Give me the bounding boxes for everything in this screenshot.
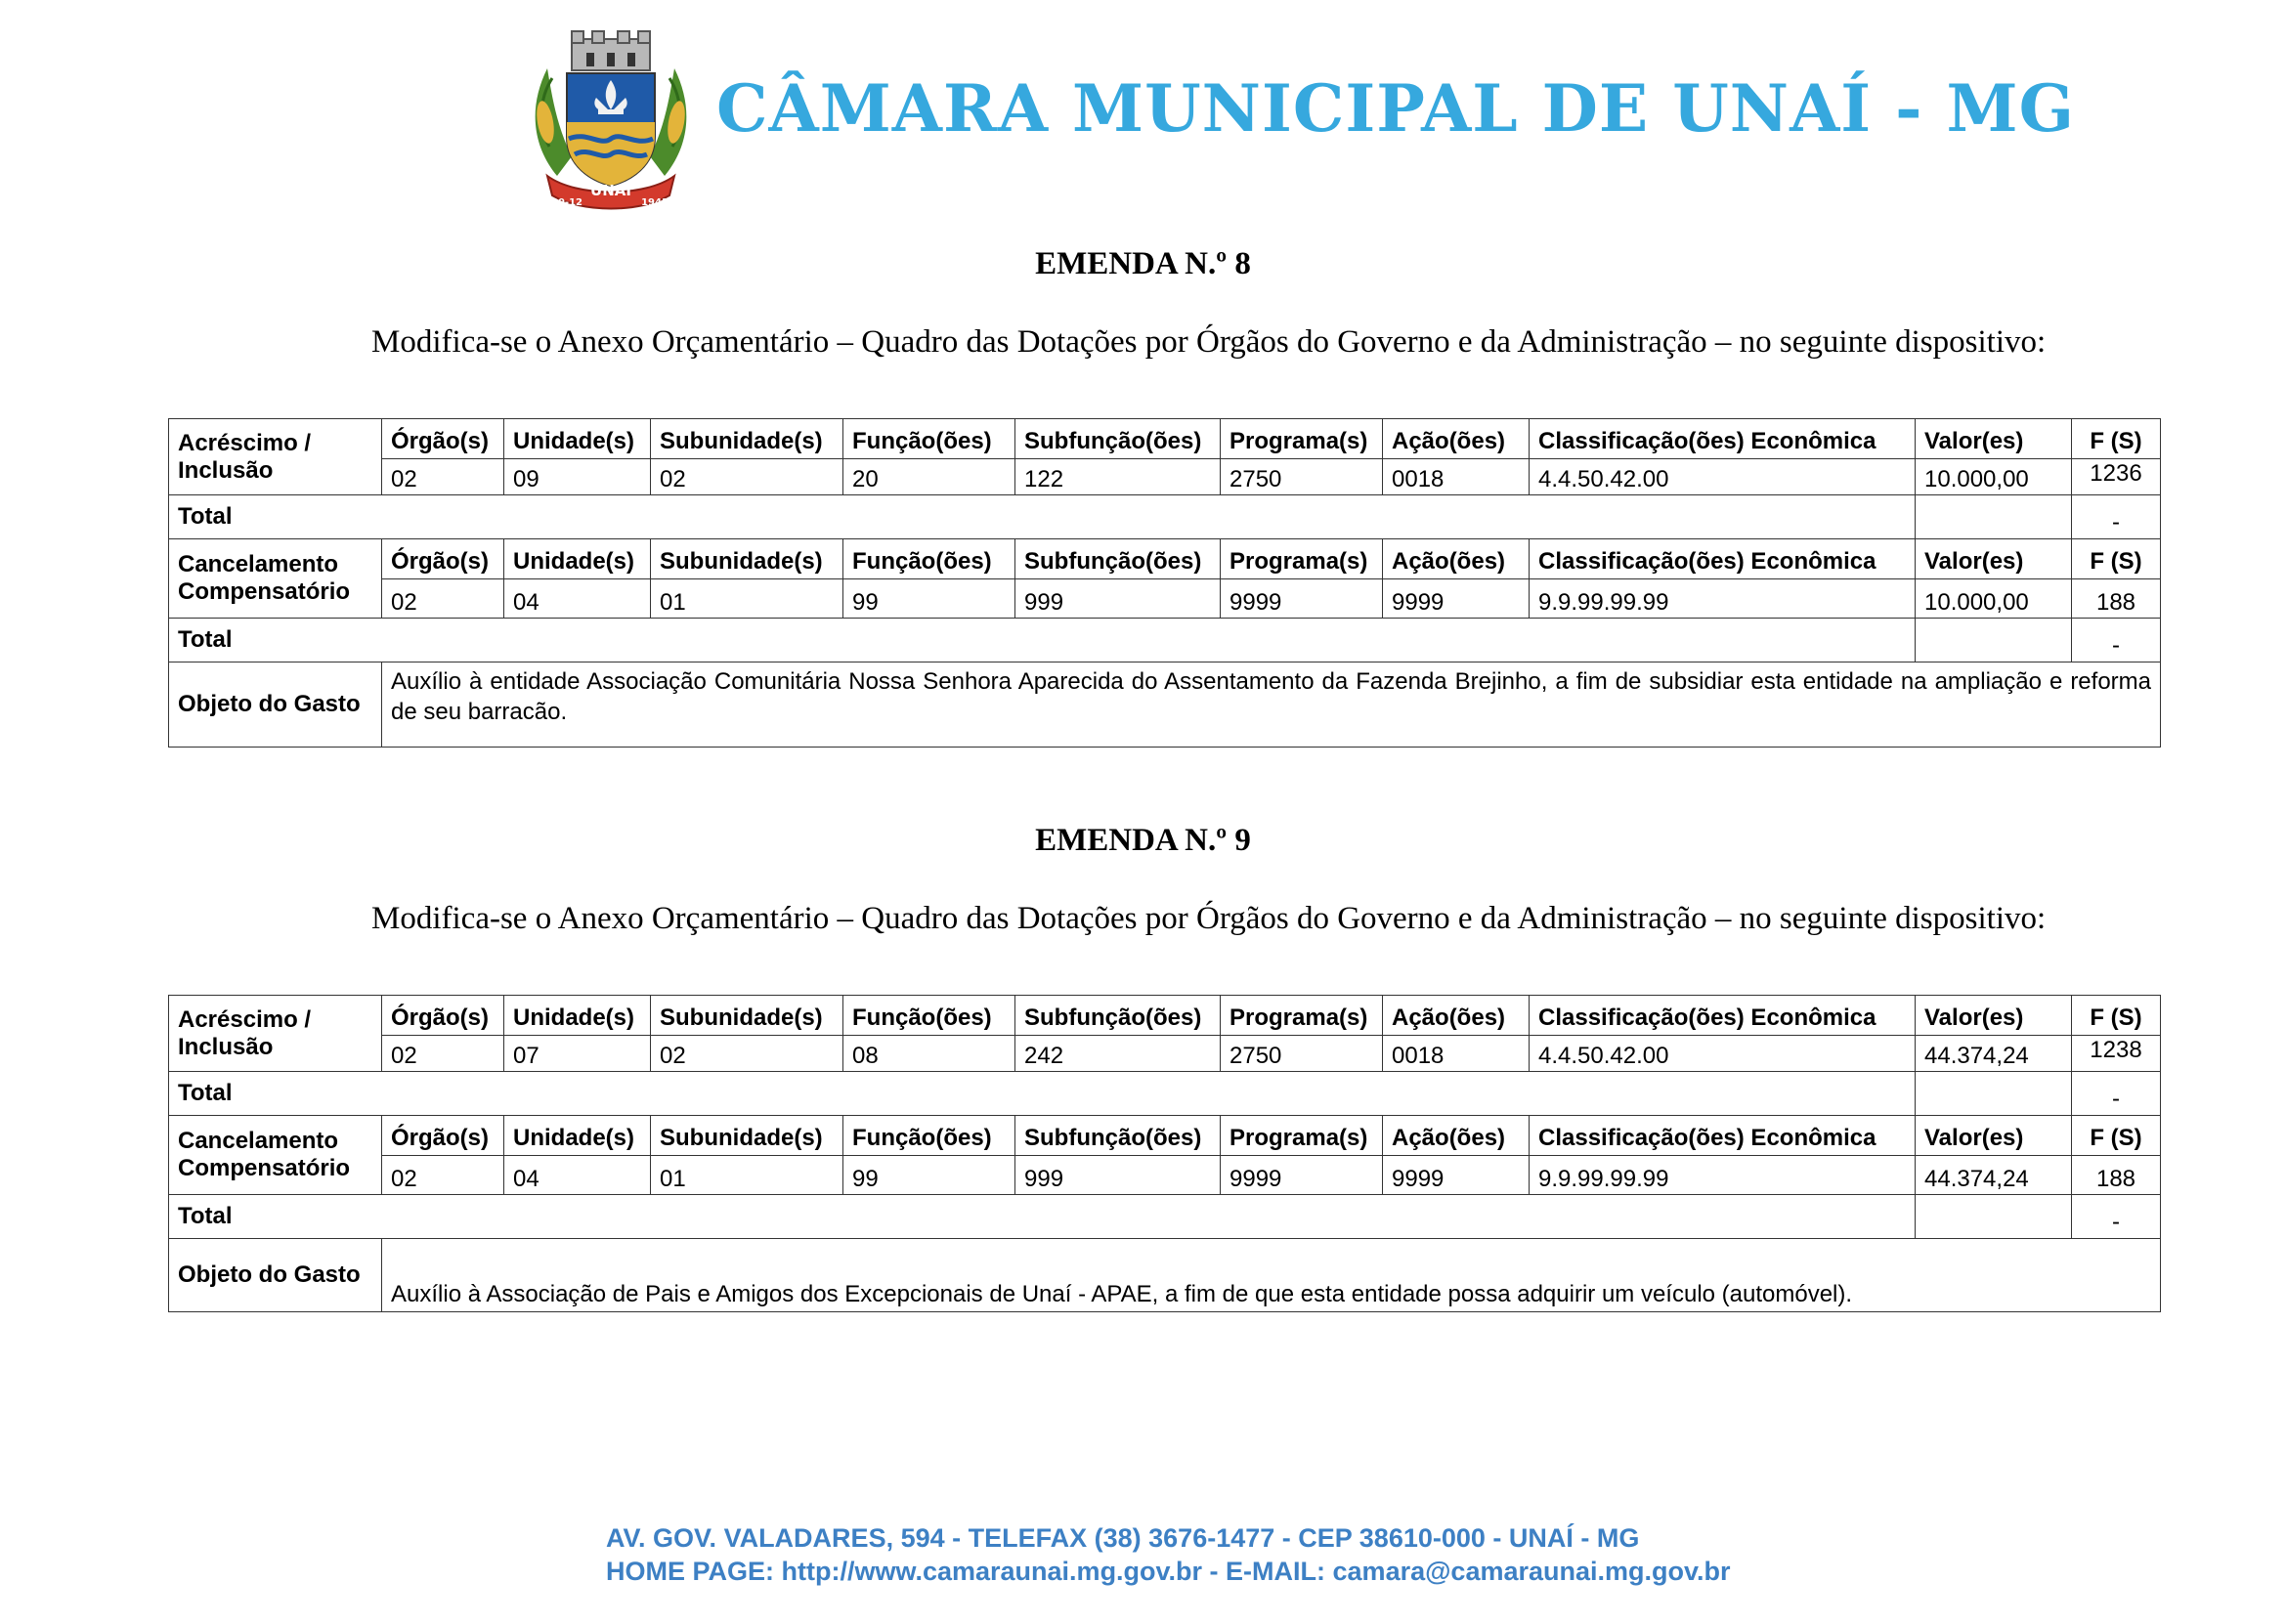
col-orgao: Órgão(s) — [382, 1116, 504, 1156]
increase-label: Acréscimo / Inclusão — [169, 996, 382, 1072]
cell: 07 — [504, 1036, 651, 1072]
footer-contact: HOME PAGE: http://www.camaraunai.mg.gov.br - E-MAIL: camara@camaraunai.mg.gov.br — [606, 1556, 1731, 1586]
cell: 999 — [1015, 1156, 1221, 1195]
col-acao: Ação(ões) — [1383, 419, 1530, 459]
increase-label: Acréscimo / Inclusão — [169, 419, 382, 495]
cell: 1238 — [2072, 1036, 2161, 1072]
total-fs: - — [2072, 495, 2161, 539]
cell: 04 — [504, 1156, 651, 1195]
cell: 9.9.99.99.99 — [1530, 1156, 1916, 1195]
cell: 99 — [843, 1156, 1015, 1195]
objeto-row — [169, 1239, 2161, 1312]
svg-text:1943: 1943 — [641, 197, 669, 208]
cell: 2750 — [1221, 1036, 1383, 1072]
increase-values-row — [169, 459, 2161, 495]
cell: 9999 — [1383, 1156, 1530, 1195]
total-label: Total — [169, 1195, 1916, 1239]
cell: 4.4.50.42.00 — [1530, 459, 1916, 495]
increase-total-row — [169, 495, 2161, 539]
total-value-empty — [1916, 619, 2072, 662]
col-unidade: Unidade(s) — [504, 996, 651, 1036]
amendment-8-table — [168, 418, 2161, 748]
cell: 01 — [651, 579, 843, 619]
col-subfuncao: Subfunção(ões) — [1015, 1116, 1221, 1156]
cell: 08 — [843, 1036, 1015, 1072]
cell: 188 — [2072, 579, 2161, 619]
cell: 01 — [651, 1156, 843, 1195]
amendment-9-title: EMENDA N.º 9 — [1035, 823, 1251, 858]
cell: 188 — [2072, 1156, 2161, 1195]
cell: 242 — [1015, 1036, 1221, 1072]
col-funcao: Função(ões) — [843, 996, 1015, 1036]
cancel-total-row — [169, 619, 2161, 662]
cell: 02 — [382, 459, 504, 495]
total-fs: - — [2072, 619, 2161, 662]
col-valor: Valor(es) — [1916, 996, 2072, 1036]
objeto-text: Auxílio à Associação de Pais e Amigos dos Excepcionais de Unaí - APAE, a fim de que esta entidade possa adquirir um veículo (automóvel). — [382, 1239, 2161, 1312]
col-subunidade: Subunidade(s) — [651, 419, 843, 459]
cell: 0018 — [1383, 459, 1530, 495]
col-programa: Programa(s) — [1221, 419, 1383, 459]
cancel-label: Cancelamento Compensatório — [169, 539, 382, 619]
col-acao: Ação(ões) — [1383, 1116, 1530, 1156]
col-classificacao: Classificação(ões) Econômica — [1530, 419, 1916, 459]
col-classificacao: Classificação(ões) Econômica — [1530, 1116, 1916, 1156]
col-valor: Valor(es) — [1916, 1116, 2072, 1156]
col-subunidade: Subunidade(s) — [651, 1116, 843, 1156]
col-unidade: Unidade(s) — [504, 539, 651, 579]
cell: 122 — [1015, 459, 1221, 495]
cell: 99 — [843, 579, 1015, 619]
cell: 10.000,00 — [1916, 579, 2072, 619]
cell: 04 — [504, 579, 651, 619]
col-valor: Valor(es) — [1916, 539, 2072, 579]
cell: 9999 — [1221, 579, 1383, 619]
col-valor: Valor(es) — [1916, 419, 2072, 459]
col-fs: F (S) — [2072, 539, 2161, 579]
amendment-9-table — [168, 995, 2161, 1312]
organization-name: CÂMARA MUNICIPAL DE UNAÍ - MG — [716, 70, 2075, 147]
col-funcao: Função(ões) — [843, 539, 1015, 579]
total-fs: - — [2072, 1072, 2161, 1116]
cell: 0018 — [1383, 1036, 1530, 1072]
increase-values-row — [169, 1036, 2161, 1072]
col-fs: F (S) — [2072, 1116, 2161, 1156]
cell: 9999 — [1383, 579, 1530, 619]
cell: 2750 — [1221, 459, 1383, 495]
cancel-values-row — [169, 579, 2161, 619]
col-funcao: Função(ões) — [843, 419, 1015, 459]
col-subunidade: Subunidade(s) — [651, 996, 843, 1036]
col-funcao: Função(ões) — [843, 1116, 1015, 1156]
cell: 02 — [382, 579, 504, 619]
cell: 02 — [651, 459, 843, 495]
objeto-label: Objeto do Gasto — [169, 1239, 382, 1312]
objeto-label: Objeto do Gasto — [169, 662, 382, 748]
page-footer — [606, 1522, 1731, 1589]
increase-header-row — [169, 419, 2161, 459]
total-fs: - — [2072, 1195, 2161, 1239]
col-orgao: Órgão(s) — [382, 539, 504, 579]
col-programa: Programa(s) — [1221, 1116, 1383, 1156]
col-orgao: Órgão(s) — [382, 419, 504, 459]
col-programa: Programa(s) — [1221, 996, 1383, 1036]
col-unidade: Unidade(s) — [504, 1116, 651, 1156]
col-unidade: Unidade(s) — [504, 419, 651, 459]
cell: 4.4.50.42.00 — [1530, 1036, 1916, 1072]
col-classificacao: Classificação(ões) Econômica — [1530, 539, 1916, 579]
col-subfuncao: Subfunção(ões) — [1015, 419, 1221, 459]
col-orgao: Órgão(s) — [382, 996, 504, 1036]
col-subfuncao: Subfunção(ões) — [1015, 539, 1221, 579]
cell: 02 — [382, 1156, 504, 1195]
cell: 02 — [651, 1036, 843, 1072]
cell: 09 — [504, 459, 651, 495]
cell: 1236 — [2072, 459, 2161, 495]
col-classificacao: Classificação(ões) Econômica — [1530, 996, 1916, 1036]
cell: 9999 — [1221, 1156, 1383, 1195]
total-label: Total — [169, 1072, 1916, 1116]
svg-text:30-12: 30-12 — [551, 197, 582, 208]
increase-total-row — [169, 1072, 2161, 1116]
col-acao: Ação(ões) — [1383, 539, 1530, 579]
col-acao: Ação(ões) — [1383, 996, 1530, 1036]
cell: 20 — [843, 459, 1015, 495]
col-subfuncao: Subfunção(ões) — [1015, 996, 1221, 1036]
objeto-row — [169, 662, 2161, 748]
cell: 999 — [1015, 579, 1221, 619]
amendment-8-intro: Modifica-se o Anexo Orçamentário – Quadro das Dotações por Órgãos do Governo e da Administração – no seguinte dispositivo: — [371, 324, 2047, 360]
page-header — [528, 29, 2075, 215]
cell: 44.374,24 — [1916, 1036, 2072, 1072]
amendment-8-title: EMENDA N.º 8 — [1035, 246, 1251, 281]
col-fs: F (S) — [2072, 419, 2161, 459]
objeto-text: Auxílio à entidade Associação Comunitária Nossa Senhora Aparecida do Assentamento da Fazenda Brejinho, a fim de subsidiar esta entidade na ampliação e reforma de seu barracão. — [382, 662, 2161, 748]
cancel-header-row — [169, 1116, 2161, 1156]
cancel-values-row — [169, 1156, 2161, 1195]
col-programa: Programa(s) — [1221, 539, 1383, 579]
col-fs: F (S) — [2072, 996, 2161, 1036]
cell: 9.9.99.99.99 — [1530, 579, 1916, 619]
cell: 10.000,00 — [1916, 459, 2072, 495]
total-label: Total — [169, 495, 1916, 539]
svg-text:UNAÍ: UNAÍ — [590, 182, 631, 199]
cancel-label: Cancelamento Compensatório — [169, 1116, 382, 1195]
cancel-total-row — [169, 1195, 2161, 1239]
coat-of-arms-logo — [528, 29, 694, 215]
cell: 44.374,24 — [1916, 1156, 2072, 1195]
total-label: Total — [169, 619, 1916, 662]
total-value-empty — [1916, 495, 2072, 539]
cell: 02 — [382, 1036, 504, 1072]
total-value-empty — [1916, 1195, 2072, 1239]
cancel-header-row — [169, 539, 2161, 579]
total-value-empty — [1916, 1072, 2072, 1116]
increase-header-row — [169, 996, 2161, 1036]
footer-address: AV. GOV. VALADARES, 594 - TELEFAX (38) 3676-1477 - CEP 38610-000 - UNAÍ - MG — [606, 1523, 1640, 1553]
amendment-9-intro: Modifica-se o Anexo Orçamentário – Quadro das Dotações por Órgãos do Governo e da Administração – no seguinte dispositivo: — [371, 901, 2047, 936]
col-subunidade: Subunidade(s) — [651, 539, 843, 579]
